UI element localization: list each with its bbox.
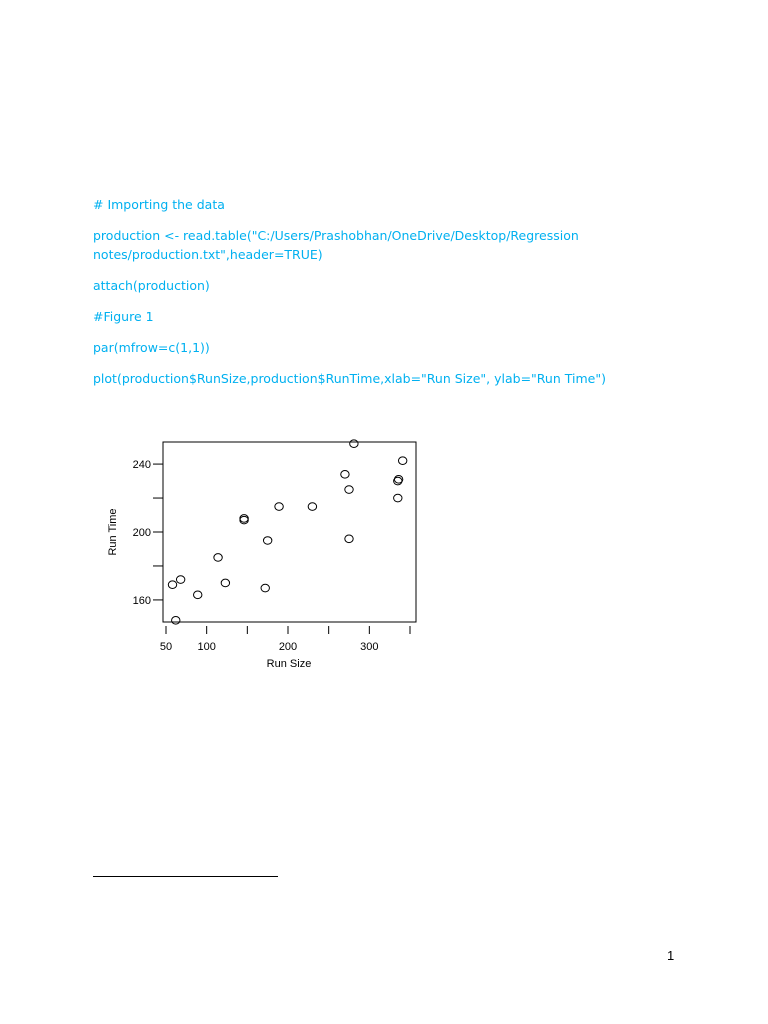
data-point [345,486,353,494]
y-axis-label: Run Time [107,508,119,556]
data-point [168,581,176,589]
code-comment-importing: # Importing the data [93,197,225,212]
code-comment-figure: #Figure 1 [93,309,154,324]
data-point [240,515,248,523]
x-tick-label: 200 [278,641,298,653]
data-point [275,503,283,511]
code-plot: plot(production$RunSize,production$RunTime,xlab="Run Size", ylab="Run Time") [93,371,606,386]
code-par: par(mfrow=c(1,1)) [93,340,210,355]
data-point [240,516,248,524]
code-read-table-line1: production <- read.table("C:/Users/Prashobhan/OneDrive/Desktop/Regression [93,228,579,243]
page-number: 1 [667,948,675,963]
data-point [341,470,349,478]
code-read-table-line2: notes/production.txt",header=TRUE) [93,247,323,262]
data-point [263,537,271,545]
data-point [221,579,229,587]
data-point [308,503,316,511]
data-point [398,457,406,465]
data-point [176,576,184,584]
x-tick-label: 100 [197,641,216,653]
data-point [394,494,402,502]
data-point [172,617,180,625]
y-tick-label: 200 [132,527,151,539]
footnote-rule [93,876,278,877]
data-point [261,584,269,592]
code-attach: attach(production) [93,278,210,293]
x-axis-label: Run Size [266,658,312,670]
y-tick-label: 160 [132,594,151,607]
plot-frame [163,442,416,622]
data-point [350,440,358,448]
y-tick-label: 240 [132,459,151,472]
data-points [168,440,407,624]
x-tick-label: 300 [360,641,379,653]
data-point [345,535,353,543]
data-point [194,591,202,599]
x-tick-label: 50 [159,641,173,653]
axis-tick-labels [133,459,379,653]
axis-ticks [153,464,410,634]
data-point [214,554,222,562]
